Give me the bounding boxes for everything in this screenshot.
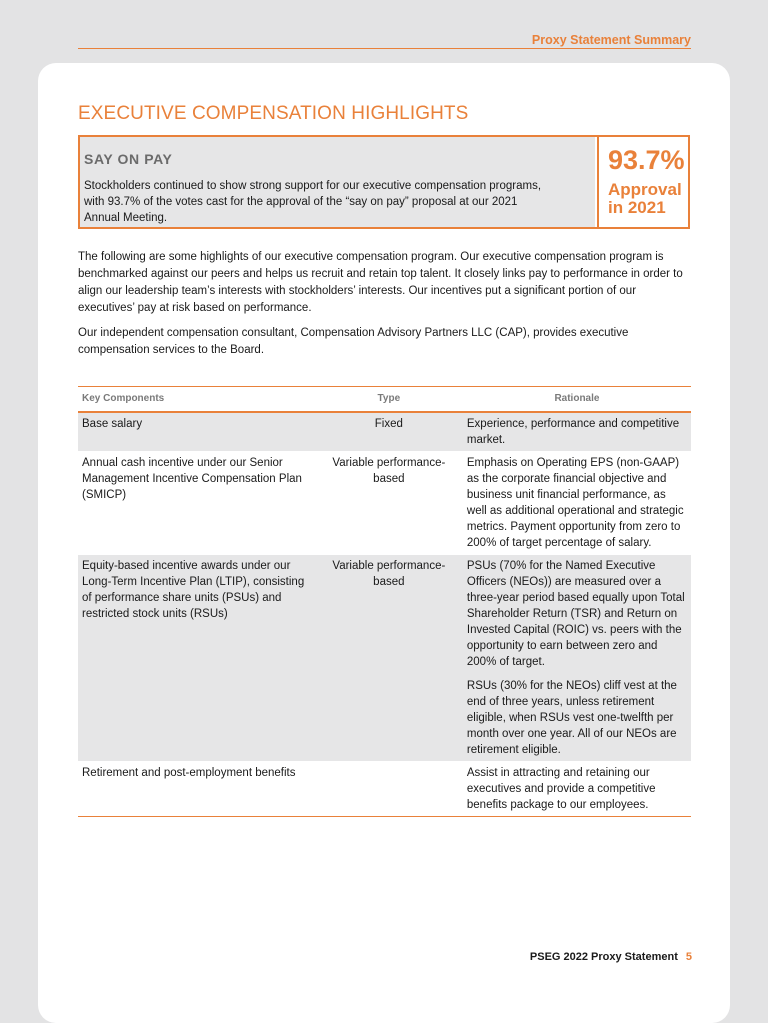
header-title: Proxy Statement Summary	[531, 33, 691, 47]
table-row	[78, 762, 691, 817]
row-component: Equity-based incentive awards under our Long-Term Incentive Plan (LTIP), consisting of performance share units (PSUs) and restricted stock units (RSUs)	[78, 555, 321, 762]
page-number: 5	[685, 951, 692, 963]
row-rationale	[457, 452, 691, 555]
callout-heading: SAY ON PAY	[84, 151, 173, 167]
footer-text: PSEG 2022 Proxy Statement	[529, 951, 678, 963]
rationale-paragraph: PSUs (70% for the Named Executive Officers (NEOs)) are measured over a three-year period based equally upon Total Shareholder Return (TSR) and Return on Invested Capital (ROIC) vs. peers with the opportunity to earn between zero and 200% of target.	[466, 560, 685, 668]
row-type	[321, 762, 457, 817]
page-footer	[530, 951, 692, 963]
header-key-components: Key Components	[78, 387, 321, 413]
page-header	[78, 0, 691, 49]
row-type: Variable performance-based	[321, 555, 457, 762]
say-on-pay-callout	[78, 135, 690, 229]
table-row	[78, 412, 691, 452]
header-type: Type	[321, 387, 457, 413]
intro-text	[78, 249, 693, 367]
header-rationale: Rationale	[457, 387, 691, 413]
row-rationale	[457, 412, 691, 452]
table-row	[78, 452, 691, 555]
row-rationale	[457, 555, 691, 762]
row-rationale	[457, 762, 691, 817]
callout-stat	[597, 137, 688, 227]
approval-label: Approval in 2021	[608, 180, 682, 217]
row-component: Annual cash incentive under our Senior Management Incentive Compensation Plan (SMICP)	[78, 452, 321, 555]
intro-paragraph-2: Our independent compensation consultant, Compensation Advisory Partners LLC (CAP), provides executive compensation services to the Board.	[78, 327, 629, 356]
row-type: Fixed	[321, 412, 457, 452]
approval-percent: 93.7%	[608, 145, 685, 175]
row-component: Base salary	[78, 412, 321, 452]
page-content	[38, 63, 730, 1023]
table-header-row	[78, 387, 691, 413]
row-type: Variable performance-based	[321, 452, 457, 555]
callout-text: Stockholders continued to show strong support for our executive compensation programs, with 93.7% of the votes cast for the approval of the “say on pay” proposal at our 2021 Annual Meeting.	[84, 180, 542, 224]
row-component: Retirement and post-employment benefits	[78, 762, 321, 817]
rationale-paragraph: RSUs (30% for the NEOs) cliff vest at the end of three years, unless retirement eligible, when RSUs vest one-twelfth per month over one year. All of our NEOs are retirement eligible.	[466, 680, 677, 756]
callout-body	[80, 137, 595, 227]
rationale-paragraph: Assist in attracting and retaining our executives and provide a competitive benefits package to our employees.	[466, 767, 656, 811]
rationale-paragraph: Emphasis on Operating EPS (non-GAAP) as the corporate financial objective and business unit financial performance, as well as additional operational and strategic metrics. Payment opportunity from zero to 200% of target percentage of salary.	[466, 457, 684, 549]
rationale-paragraph: Experience, performance and competitive market.	[466, 418, 680, 446]
section-title: EXECUTIVE COMPENSATION HIGHLIGHTS	[78, 103, 469, 124]
compensation-table	[78, 386, 691, 817]
table-row	[78, 555, 691, 762]
intro-paragraph-1: The following are some highlights of our executive compensation program. Our executive compensation program is benchmarked against our peers and helps us recruit and retain top talent. It closely links pay to performance in order to align our leadership team’s interests with stockholders’ interests. Our incentives put a significant portion of our executives’ pay at risk based on performance.	[78, 251, 683, 314]
